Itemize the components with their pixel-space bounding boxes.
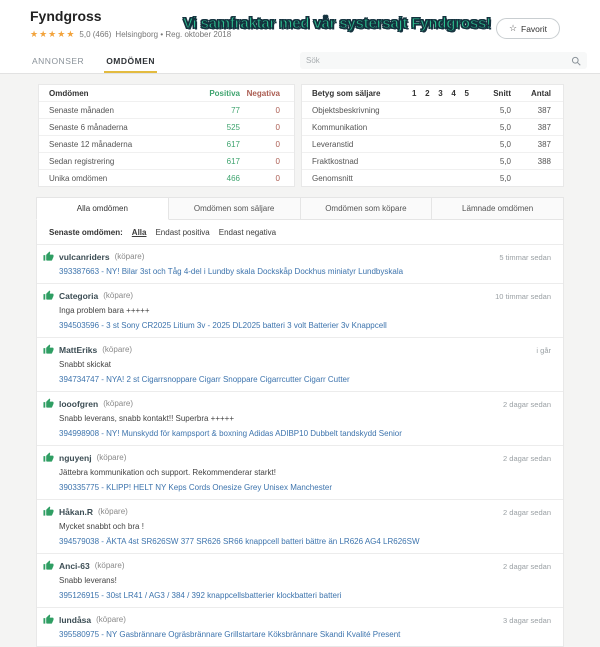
tab-omdomen-som-kopare[interactable]: Omdömen som köpare [301, 197, 433, 220]
review-comment: Snabbt skickat [59, 360, 112, 369]
profile-header [0, 0, 600, 50]
review-username[interactable]: Categoria [59, 290, 99, 301]
location-registration: Helsingborg • Reg. oktober 2018 [115, 30, 232, 39]
seller-rating-table [301, 84, 564, 187]
filter-label: Senaste omdömen: [49, 228, 123, 237]
review-item-link[interactable]: 395580975 - NY Gasbrännare Ogräsbrännare Grillstartare Köksbrännare Skandi Kvalité Present [59, 630, 401, 639]
thumbs-up-icon [43, 290, 54, 301]
review-item-link[interactable]: 394579038 - ÄKTA 4st SR626SW 377 SR626 SR66 knappcell batteri bättre än LR626 AG4 LR626SW [59, 537, 420, 546]
review-role: (köpare) [98, 507, 128, 516]
tab-omdomen-som-saljare[interactable]: Omdömen som säljare [169, 197, 301, 220]
review-timestamp: 3 dagar sedan [503, 616, 551, 625]
page-title: Fyndgross [30, 8, 102, 24]
review-username[interactable]: Anci-63 [59, 560, 90, 571]
tab-alla-omdomen[interactable]: Alla omdömen [36, 197, 169, 220]
review-timestamp: i går [536, 346, 551, 355]
table-footer-row: Genomsnitt 5,0 [312, 173, 511, 183]
review-role: (köpare) [103, 399, 133, 408]
table-row: Senaste 12 månaderna 617 0 [39, 136, 294, 153]
review-row [37, 499, 563, 553]
review-username[interactable]: Håkan.R [59, 506, 94, 517]
table-row: Unika omdömen 466 0 [49, 173, 280, 183]
table-row: Fraktkostnad 5,0 388 [302, 153, 563, 170]
review-role: (köpare) [114, 252, 145, 261]
thumbs-up-icon [43, 560, 54, 571]
thumbs-up-icon [43, 344, 54, 355]
review-comment: Mycket snabbt och bra ! [59, 522, 144, 531]
review-item-link[interactable]: 393387663 - NY! Bilar 3st och Tåg 4-del i Lundby skala Dockskåp Dockhus miniatyr Lundbyskala [59, 267, 404, 276]
review-item-link[interactable]: 394998908 - NY! Munskydd för kampsport & boxning Adidas ADIBP10 Dubbelt tandskydd Senior [59, 429, 402, 438]
review-username[interactable]: MattEriks [59, 344, 98, 355]
review-comment: Inga problem bara +++++ [59, 306, 150, 315]
review-comment: Snabb leverans! [59, 576, 117, 585]
review-row [37, 445, 563, 499]
review-timestamp: 2 dagar sedan [503, 508, 551, 517]
search-input[interactable] [306, 56, 571, 65]
review-row [37, 283, 563, 337]
review-comment: Jättebra kommunikation och support. Rekommenderar starkt! [59, 468, 276, 477]
table-row: Objektsbeskrivning 5,0 387 [302, 102, 563, 119]
review-username[interactable]: looofgren [59, 398, 99, 409]
review-item-link[interactable]: 395126915 - 30st LR41 / AG3 / 384 / 392 knappcellsbatterier klockbatteri batteri [59, 591, 342, 600]
table-row: Senaste månaden 77 0 [39, 102, 294, 119]
tab-omdomen[interactable]: OMDÖMEN [104, 56, 157, 73]
star-outline-icon: ☆ [508, 23, 518, 33]
review-role: (köpare) [102, 345, 133, 354]
review-item-link[interactable]: 390335775 - KLIPP! HELT NY Keps Cords Onesize Grey Unisex Manchester [59, 483, 333, 492]
review-role: (köpare) [103, 291, 134, 300]
thumbs-up-icon [43, 251, 54, 262]
profile-nav [0, 50, 600, 74]
table-header: Betyg som säljare 1 2 3 4 5 Snitt Antal [302, 85, 563, 102]
table-header: Omdömen Positiva Negativa [39, 85, 294, 102]
review-row [37, 553, 563, 607]
thumbs-up-icon [43, 614, 54, 625]
thumbs-up-icon [43, 452, 54, 463]
review-role: (köpare) [96, 615, 126, 624]
favorite-button[interactable] [496, 18, 560, 39]
review-row [37, 391, 563, 445]
table-row: Senaste 6 månaderna 525 0 [39, 119, 294, 136]
review-timestamp: 10 timmar sedan [495, 292, 551, 301]
review-row [37, 607, 563, 646]
review-list [37, 244, 563, 646]
filter-negative-only[interactable]: Endast negativa [218, 228, 277, 237]
rating-value: 5,0 (466) [79, 30, 112, 39]
review-item-link[interactable]: 394734747 - NYA! 2 st Cigarrsnoppare Cigarr Snoppare Cigarrcutter Cigarr Cutter [59, 375, 350, 384]
thumbs-up-icon [43, 398, 54, 409]
search-box[interactable] [300, 52, 587, 69]
review-username[interactable]: nguyenj [59, 452, 92, 463]
reviews-panel [36, 220, 564, 647]
review-username[interactable]: lundåsa [59, 614, 92, 625]
feedback-count-table [38, 84, 295, 187]
table-row: Leveranstid 5,0 387 [302, 136, 563, 153]
review-timestamp: 2 dagar sedan [503, 562, 551, 571]
review-role: (köpare) [96, 453, 127, 462]
review-comment: Snabb leverans, snabb kontakt!! Superbra +++++ [59, 414, 235, 423]
review-tabs [36, 197, 564, 220]
tab-lamnade-omdomen[interactable]: Lämnade omdömen [432, 197, 564, 220]
review-row [37, 244, 563, 283]
scale-header: 1 2 3 4 5 [412, 88, 469, 98]
review-timestamp: 5 timmar sedan [499, 253, 551, 262]
review-row [37, 337, 563, 391]
tab-annonser[interactable]: ANNONSER [32, 56, 85, 66]
promo-banner: Vi samfraktar med vår systersajt Fyndgross! [183, 15, 491, 32]
review-timestamp: 2 dagar sedan [503, 454, 551, 463]
table-row: Kommunikation 5,0 387 [302, 119, 563, 136]
search-icon [571, 56, 581, 66]
table-row: Sedan registrering 617 0 [39, 153, 294, 170]
review-username[interactable]: vulcanriders [59, 251, 110, 262]
review-item-link[interactable]: 394503596 - 3 st Sony CR2025 Litium 3v - 2025 DL2025 batteri 3 volt Batterier 3v Knappcell [59, 321, 387, 330]
review-timestamp: 2 dagar sedan [503, 400, 551, 409]
rating-stars-icon: ★★★★★ [30, 29, 76, 39]
thumbs-up-icon [43, 506, 54, 517]
filter-all[interactable]: Alla [131, 228, 147, 237]
summary-section [38, 84, 564, 187]
review-role: (köpare) [94, 561, 125, 570]
favorite-label: Favorit [521, 23, 547, 34]
filter-positive-only[interactable]: Endast positiva [155, 228, 210, 237]
review-filter-row [37, 220, 563, 244]
